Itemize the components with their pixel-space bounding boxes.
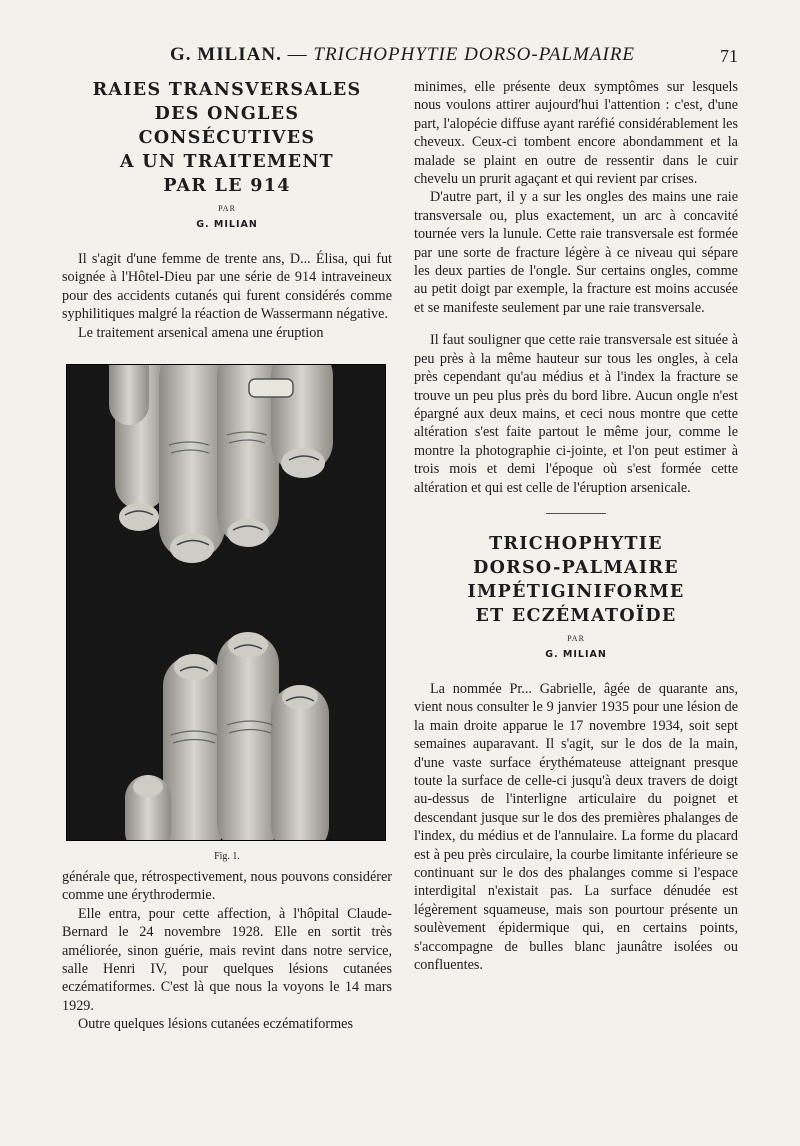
article1-body-right <box>414 78 738 497</box>
figure-hands-photo <box>66 364 386 841</box>
article1-body-bottom <box>62 868 392 1034</box>
article2-title-line: DORSO-PALMAIRE <box>473 557 679 578</box>
article1-body-top <box>62 250 392 342</box>
paragraph: Il faut souligner que cette raie transversale est située à peu près à la même hauteur sur tous les ongles, à cela près cependant qu'au médius et à l'index la fracture se trouve un peu plus près du bord libre. Aucun ongle n'est épargné aux deux mains, et ceci nous montre que cette altération s'est faite partout le même jour, comme le montre la photographie ci-jointe, et l'on peut estimer à trois mois et demi l'époque où s'est formée cette altération et qui est celle de l'éruption arsenicale. <box>414 332 738 496</box>
hands-photo-illustration <box>67 365 385 840</box>
article2-title-line: TRICHOPHYTIE <box>489 533 663 554</box>
right-column <box>414 78 738 974</box>
article1-title-line: RAIES TRANSVERSALES <box>92 80 362 100</box>
article2-par: PAR <box>567 633 585 643</box>
article2-title <box>414 532 738 628</box>
article1-title-line: A UN TRAITEMENT <box>120 152 334 172</box>
paragraph: minimes, elle présente deux symptômes sur lesquels nous voulons attirer aujourd'hui l'attention : c'est, d'une part, l'alopécie diffuse ayant raréfié considérablement les cheveux. Ceux-ci tombent encore abondamment et la malade se plaint en outre de ressentir dans le cuir chevelu un prurit agaçant et qui revient par crises. <box>414 79 738 188</box>
paragraph: Le traitement arsenical amena une éruption <box>78 324 324 341</box>
section-divider <box>546 513 606 514</box>
paragraph: générale que, rétrospectivement, nous pouvons considérer comme une érythrodermie. <box>62 869 392 904</box>
paragraph: Il s'agit d'une femme de trente ans, D... Élisa, qui fut soignée à l'Hôtel-Dieu par une série de 914 intraveineux pour des accidents cutanés qui furent considérés comme syphilitiques malgré la réaction de Wassermann négative. <box>62 251 392 323</box>
running-title <box>170 44 635 66</box>
header-running-title: TRICHOPHYTIE DORSO-PALMAIRE <box>313 44 636 65</box>
paragraph: D'autre part, il y a sur les ongles des mains une raie transversale ou, plus exactement, un arc à concavité tournée vers la lunule. Cette raie transversale est formée par une sorte de fracture légère à ce niveau qui sépare les deux parties de l'ongle. Sur certains ongles, comme au petit doigt par exemple, la fracture est moins accusée et se manifeste seulement par une raie transversale. <box>414 189 738 316</box>
article1-title-line: DES ONGLES <box>154 104 300 124</box>
page-number: 71 <box>720 46 738 66</box>
figure-caption: Fig. 1. <box>214 851 240 863</box>
paragraph: Elle entra, pour cette affection, à l'hôpital Claude-Bernard le 24 novembre 1928. Elle en sortit très améliorée, sinon guérie, mais revint dans notre service, salle Henri IV, pour quelques lésions cutanées eczématiformes. C'est là que nous la voyons le 14 mars 1929. <box>62 905 392 1014</box>
article1-author: G. MILIAN <box>196 219 258 230</box>
article2-author: G. MILIAN <box>545 648 607 660</box>
running-header <box>60 44 750 70</box>
paragraph: Outre quelques lésions cutanées eczématiformes <box>78 1016 353 1033</box>
left-column <box>62 78 392 1034</box>
header-separator: — <box>287 44 308 65</box>
article1-title-line: PAR LE 914 <box>163 176 291 196</box>
article1-title <box>62 78 392 198</box>
paragraph: La nommée Pr... Gabrielle, âgée de quarante ans, vient nous consulter le 9 janvier 1935 pour une lésion de la main droite apparue le 17 novembre 1934, soit sept semaines auparavant. Il s'agit, sur le dos de la main, d'une vaste surface érythémateuse atteignant presque toute la surface de celle-ci jusqu'à deux travers de doigt au-dessus de l'interligne articulaire du poignet et descendant jusque sur le dos des premières phalanges de l'index, du médius et de l'annulaire. La forme du placard est à peu près circulaire, la courbe limitante inférieure se continuant sur le dos des phalanges comme si l'espace interdigital n'existait pas. La surface dénudée est légèrement squameuse, mais son pourtour présente un soulèvement épidermique qui, en certains points, s'accompagne de bulles blanc jaunâtre isolées ou confluentes. <box>414 680 738 974</box>
article2-title-line: IMPÉTIGINIFORME <box>467 581 685 602</box>
article2-title-line: ET ECZÉMATOÏDE <box>475 605 677 626</box>
article1-par: PAR <box>218 204 236 213</box>
article2-body <box>414 680 738 975</box>
header-author: G. MILIAN. <box>170 44 282 65</box>
article1-title-line: CONSÉCUTIVES <box>138 128 316 148</box>
